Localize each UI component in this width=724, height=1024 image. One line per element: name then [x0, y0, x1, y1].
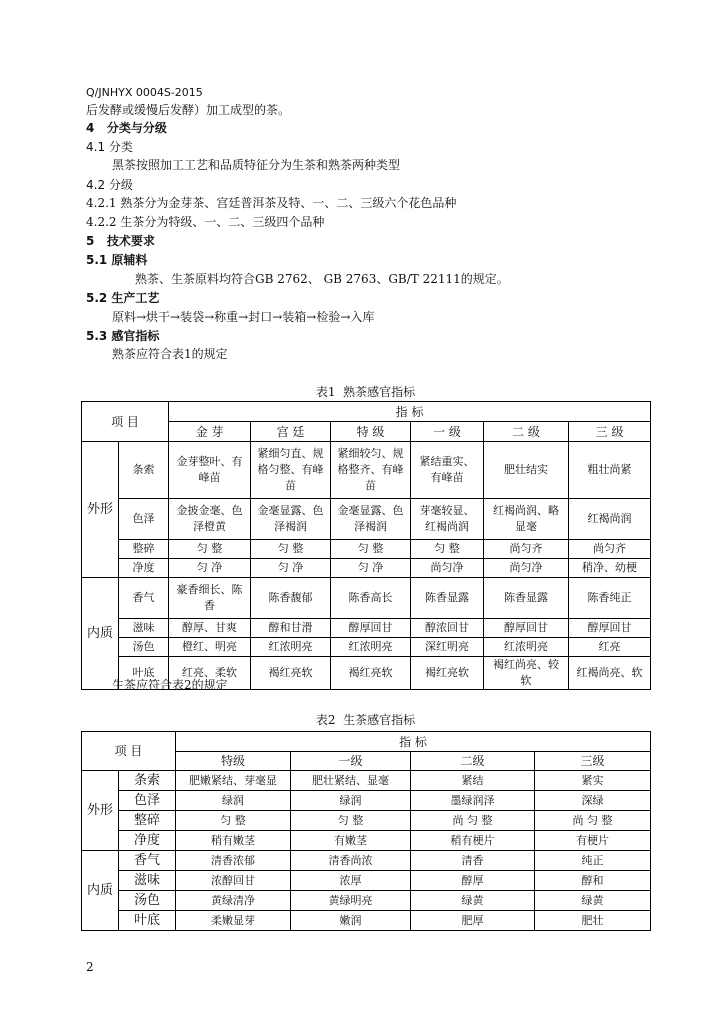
table1-cell: 金毫显露、色泽褐润	[251, 499, 331, 540]
table2-attr-label: 叶底	[119, 911, 176, 931]
table1-cell: 醇和甘滑	[251, 619, 331, 638]
table1-cell: 红浓明亮	[251, 638, 331, 657]
table1-cell: 醇厚回甘	[484, 619, 569, 638]
table1-cell: 红褐尚润、略显毫	[484, 499, 569, 540]
table2-cell: 肥壮	[535, 911, 651, 931]
table2-cell: 墨绿润泽	[411, 791, 535, 811]
table1-group-label: 内质	[82, 578, 119, 690]
doc-code-header: Q/JNHYX 0004S-2015	[86, 86, 203, 99]
table1-cell: 紧细匀直、规格匀整、有峰苗	[251, 442, 331, 499]
table1-cell: 匀 净	[251, 559, 331, 578]
table1-cell: 陈香高长	[331, 578, 411, 619]
table1-cell: 金芽整叶、有峰苗	[169, 442, 251, 499]
table2-cell: 绿润	[291, 791, 411, 811]
table2-col-header: 三级	[535, 752, 651, 771]
table2	[81, 731, 651, 931]
table1-col-header: 三 级	[569, 422, 651, 442]
section-4-2-heading: 4.2 分级	[86, 178, 133, 192]
table1-cell: 匀 净	[331, 559, 411, 578]
table-row	[82, 442, 651, 499]
table2-cell: 紧实	[535, 771, 651, 791]
table-row	[82, 911, 651, 931]
table1-cell: 褐红亮软	[251, 657, 331, 690]
table2-cell: 肥嫩紧结、芽毫显	[176, 771, 291, 791]
table2-cell: 尚 匀 整	[535, 811, 651, 831]
table1-attr-label: 叶底	[119, 657, 169, 690]
table1-cell: 匀 整	[169, 540, 251, 559]
table2-col-header: 二级	[411, 752, 535, 771]
table1-cell: 陈香显露	[411, 578, 484, 619]
table2-cell: 深绿	[535, 791, 651, 811]
table2-cell: 黄绿明亮	[291, 891, 411, 911]
table2-cell: 醇和	[535, 871, 651, 891]
table1-cell: 红褐尚润	[569, 499, 651, 540]
table2-cell: 稍有嫩茎	[176, 831, 291, 851]
table1-cell: 尚匀净	[411, 559, 484, 578]
table2-cell: 匀 整	[291, 811, 411, 831]
table1-cell: 豪香细长、陈香	[169, 578, 251, 619]
table2-cell: 稍有梗片	[411, 831, 535, 851]
table1-cell: 红亮	[569, 638, 651, 657]
table-row	[82, 871, 651, 891]
table1-attr-label: 汤色	[119, 638, 169, 657]
table2-caption: 表2 生茶感官指标	[315, 713, 416, 727]
table1-cell: 金毫显露、色泽褐润	[331, 499, 411, 540]
table2-group-label: 外形	[82, 771, 119, 851]
table1-attr-label: 滋味	[119, 619, 169, 638]
table2-cell: 浓醇回甘	[176, 871, 291, 891]
table2-cell: 柔嫩显芽	[176, 911, 291, 931]
table-row	[82, 499, 651, 540]
table1-cell: 醇浓回甘	[411, 619, 484, 638]
table-row	[82, 831, 651, 851]
table1-col-header: 金 芽	[169, 422, 251, 442]
table2-attr-label: 汤色	[119, 891, 176, 911]
table2-item-header: 项 目	[82, 732, 176, 771]
table2-cell: 纯正	[535, 851, 651, 871]
table1-cell: 深红明亮	[411, 638, 484, 657]
table1-cell: 金披金毫、色泽橙黄	[169, 499, 251, 540]
table2-attr-label: 条索	[119, 771, 176, 791]
page-number: 2	[86, 960, 94, 974]
section-5-2-heading: 5.2 生产工艺	[86, 291, 160, 305]
table2-cell: 绿润	[176, 791, 291, 811]
table1-cell: 橙红、明亮	[169, 638, 251, 657]
table-row	[82, 851, 651, 871]
section-5-3-heading: 5.3 感官指标	[86, 329, 160, 343]
table1-cell: 紧结重实、有峰苗	[411, 442, 484, 499]
table1-cell: 红浓明亮	[331, 638, 411, 657]
table1-cell: 褐红亮软	[331, 657, 411, 690]
table1-col-header: 一 级	[411, 422, 484, 442]
table1-caption: 表1 熟茶感官指标	[315, 385, 416, 399]
section-4-2-2-text: 4.2.2 生茶分为特级、一、二、三级四个品种	[86, 215, 325, 229]
table2-cell: 有梗片	[535, 831, 651, 851]
table1-cell: 匀 整	[331, 540, 411, 559]
table1-col-header: 特 级	[331, 422, 411, 442]
table1-cell: 醇厚回甘	[331, 619, 411, 638]
table2-cell: 绿黄	[535, 891, 651, 911]
section-5-1-heading: 5.1 原辅料	[86, 253, 148, 267]
table1-cell: 红浓明亮	[484, 638, 569, 657]
table-row	[82, 771, 651, 791]
table2-cell: 清香	[411, 851, 535, 871]
table1-cell: 粗壮尚紧	[569, 442, 651, 499]
table1-cell: 稍净、幼梗	[569, 559, 651, 578]
table2-cell: 紧结	[411, 771, 535, 791]
section-4-1-heading: 4.1 分类	[86, 140, 133, 154]
section-4-heading: 4 分类与分级	[86, 121, 167, 135]
table-row	[82, 578, 651, 619]
table1-attr-label: 整碎	[119, 540, 169, 559]
table2-cell: 肥壮紧结、显毫	[291, 771, 411, 791]
table1-cell: 褐红亮软	[411, 657, 484, 690]
table-row	[82, 891, 651, 911]
table1-cell: 醇厚、甘爽	[169, 619, 251, 638]
continuation-text: 后发酵或缓慢后发酵）加工成型的茶。	[86, 103, 291, 117]
table-row	[82, 559, 651, 578]
table2-cell: 匀 整	[176, 811, 291, 831]
section-5-1-text: 熟茶、生茶原料均符合GB 2762、 GB 2763、GB/T 22111的规定。	[135, 272, 509, 286]
table2-attr-label: 色泽	[119, 791, 176, 811]
table1-cell: 醇厚回甘	[569, 619, 651, 638]
table1-cell: 尚匀齐	[484, 540, 569, 559]
table2-attr-label: 香气	[119, 851, 176, 871]
table1-col-header: 二 级	[484, 422, 569, 442]
table1-cell: 尚匀齐	[569, 540, 651, 559]
table1-item-header: 项 目	[82, 402, 169, 442]
table1-cell: 紧细较匀、规格整齐、有峰苗	[331, 442, 411, 499]
table1-cell: 褐红尚亮、较软	[484, 657, 569, 690]
table2-cell: 有嫩茎	[291, 831, 411, 851]
table2-cell: 尚 匀 整	[411, 811, 535, 831]
table2-attr-label: 滋味	[119, 871, 176, 891]
table1-col-header: 宫 廷	[251, 422, 331, 442]
table1-cell: 匀 整	[251, 540, 331, 559]
table1-cell: 匀 净	[169, 559, 251, 578]
table2-index-header: 指 标	[176, 732, 651, 752]
table-row	[82, 540, 651, 559]
table-row	[82, 638, 651, 657]
table2-cell: 清香浓郁	[176, 851, 291, 871]
section-4-1-text: 黑茶按照加工工艺和品质特征分为生茶和熟茶两种类型	[112, 158, 401, 172]
table1-group-label: 外形	[82, 442, 119, 578]
table2-cell: 清香尚浓	[291, 851, 411, 871]
table2-intro-text: 生茶应符合表2的规定	[112, 678, 228, 692]
table2-cell: 浓厚	[291, 871, 411, 891]
table1-attr-label: 色泽	[119, 499, 169, 540]
table2-cell: 绿黄	[411, 891, 535, 911]
table1-attr-label: 香气	[119, 578, 169, 619]
table2-cell: 肥厚	[411, 911, 535, 931]
section-5-3-text: 熟茶应符合表1的规定	[112, 347, 228, 361]
table1-cell: 匀 整	[411, 540, 484, 559]
section-4-2-1-text: 4.2.1 熟茶分为金芽茶、宫廷普洱茶及特、一、二、三级六个花色品种	[86, 196, 457, 210]
section-5-2-text: 原料→烘干→装袋→称重→封口→装箱→检验→入库	[112, 310, 375, 324]
table-row	[82, 619, 651, 638]
section-5-heading: 5 技术要求	[86, 234, 155, 248]
table-row	[82, 811, 651, 831]
table2-col-header: 一级	[291, 752, 411, 771]
table1-attr-label: 净度	[119, 559, 169, 578]
table1-cell: 芽毫较显、红褐尚润	[411, 499, 484, 540]
table2-cell: 黄绿清净	[176, 891, 291, 911]
table1-cell: 陈香纯正	[569, 578, 651, 619]
table2-group-label: 内质	[82, 851, 119, 931]
table1-cell: 尚匀净	[484, 559, 569, 578]
table1	[81, 401, 651, 690]
table1-attr-label: 条索	[119, 442, 169, 499]
table1-cell: 红亮、柔软	[169, 657, 251, 690]
table1-cell: 红褐尚亮、软	[569, 657, 651, 690]
table-row	[82, 791, 651, 811]
table1-index-header: 指 标	[169, 402, 651, 422]
table1-cell: 肥壮结实	[484, 442, 569, 499]
table2-attr-label: 整碎	[119, 811, 176, 831]
table2-attr-label: 净度	[119, 831, 176, 851]
table2-col-header: 特级	[176, 752, 291, 771]
table1-cell: 陈香显露	[484, 578, 569, 619]
table1-cell: 陈香馥郁	[251, 578, 331, 619]
table2-cell: 醇厚	[411, 871, 535, 891]
table2-cell: 嫩润	[291, 911, 411, 931]
